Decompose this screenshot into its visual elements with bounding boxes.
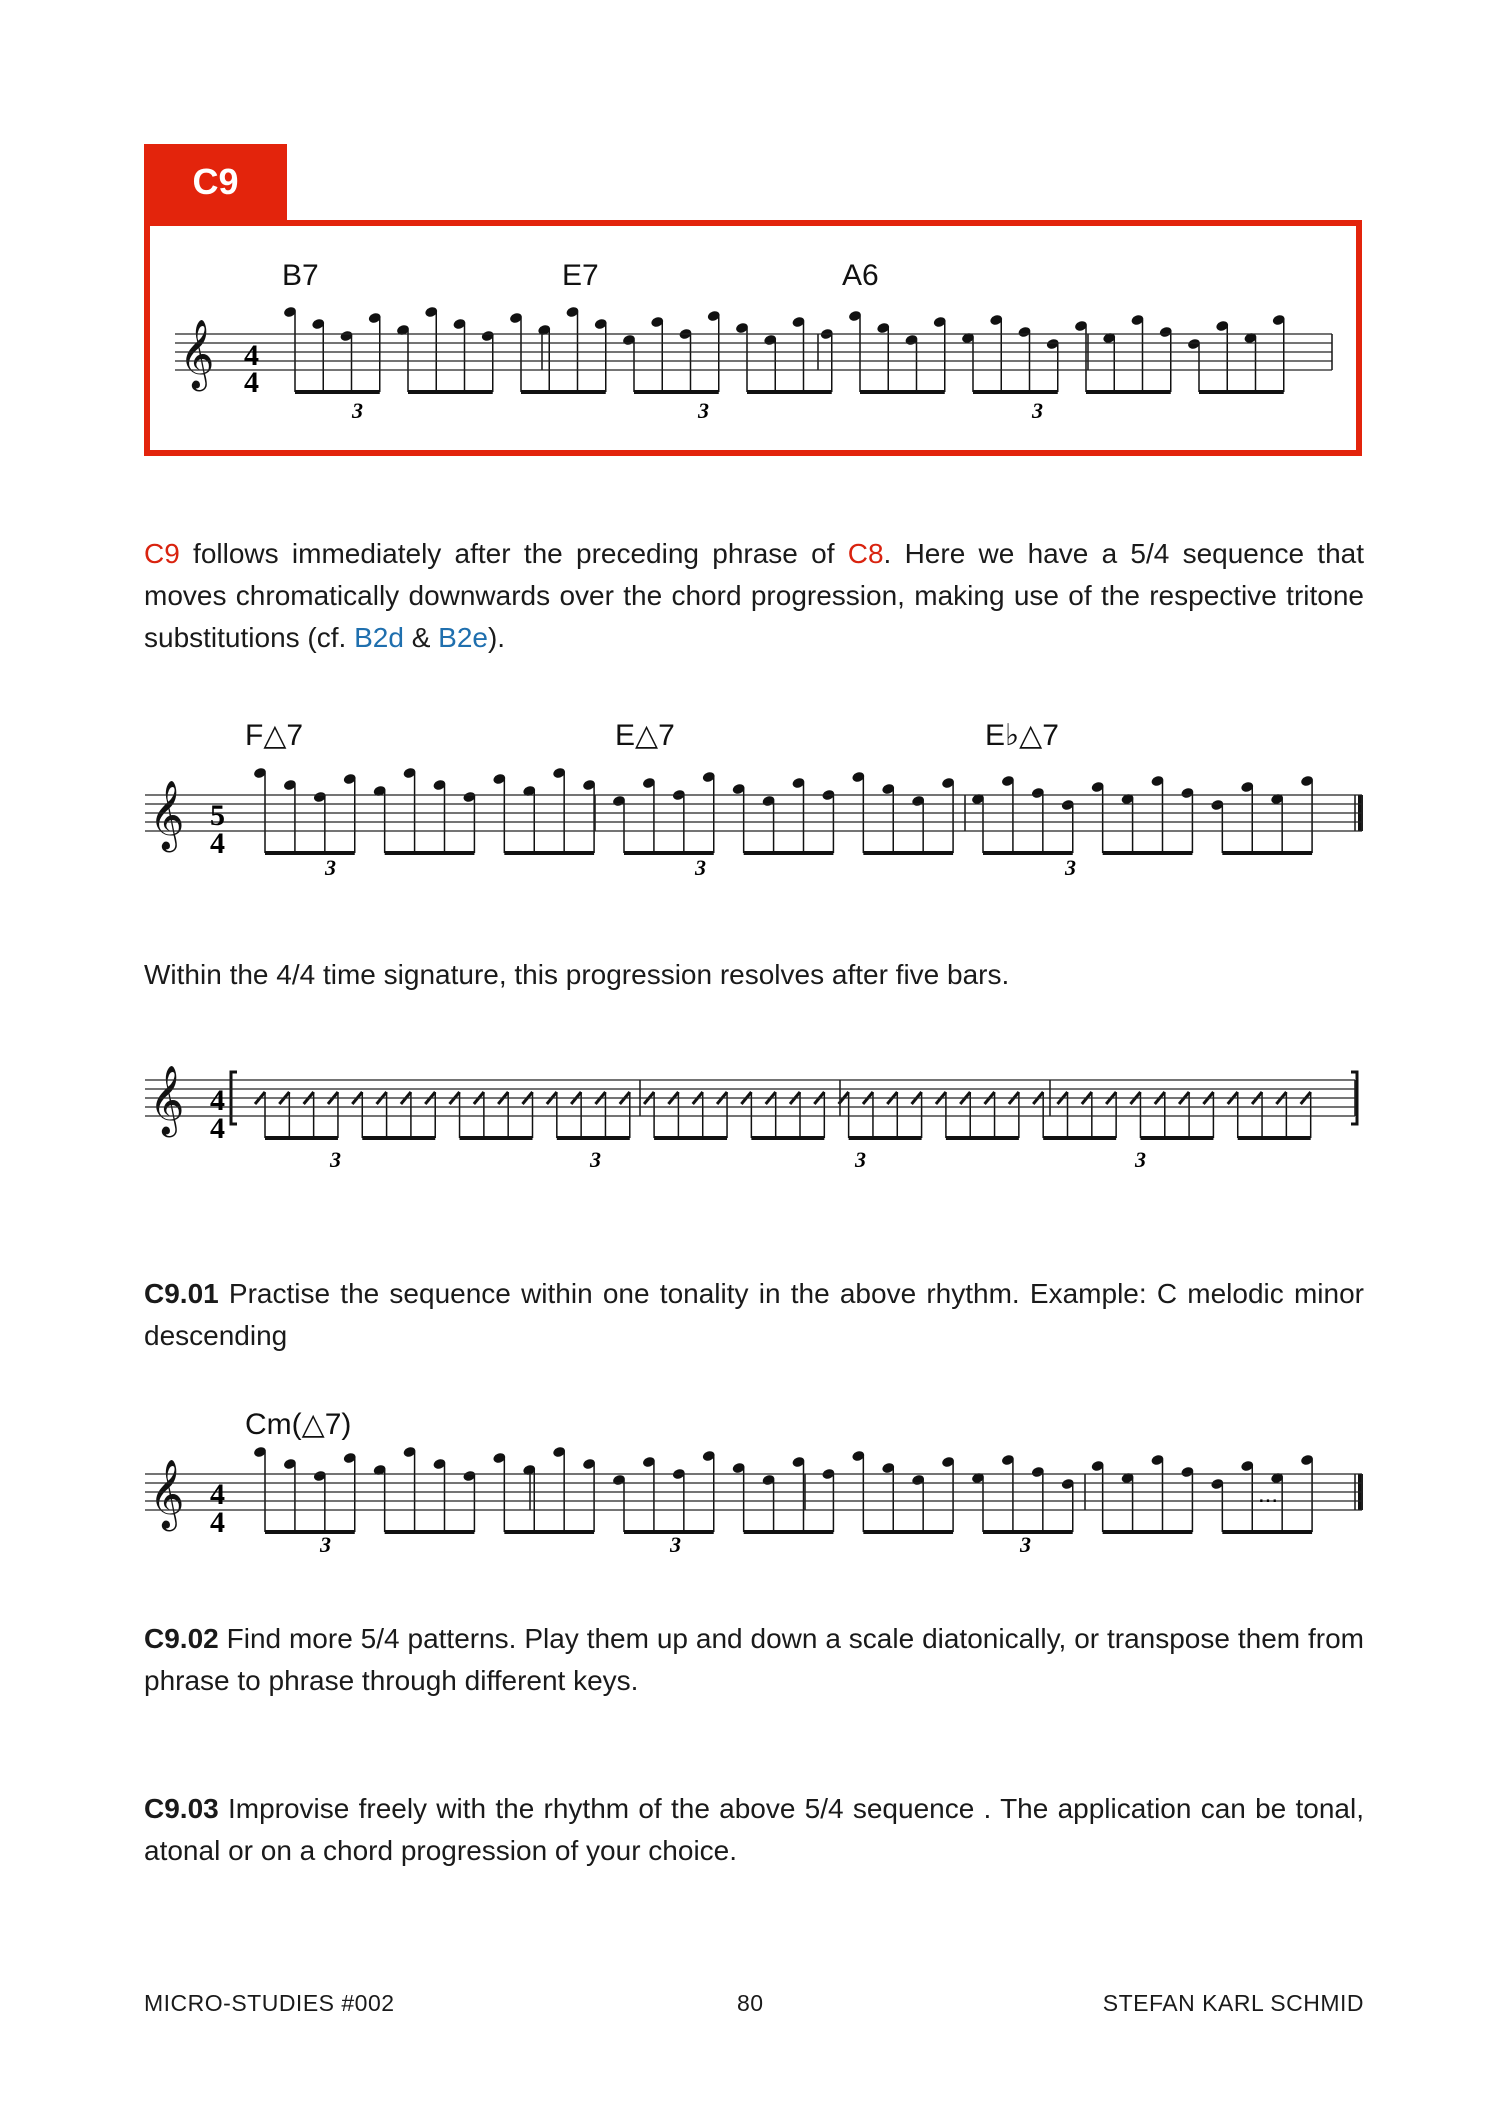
chord-e-maj7: E△7 [615, 719, 675, 752]
tuplet-label: 3 [325, 855, 336, 880]
beam [504, 1530, 594, 1534]
paragraph-text: & [403, 622, 439, 653]
tuplet-label: 3 [1135, 1147, 1146, 1172]
exercise-id: C9.01 [144, 1278, 219, 1309]
beam [634, 390, 719, 394]
ref-c8[interactable]: C8 [847, 538, 884, 569]
ref-b2d[interactable]: B2d [354, 622, 404, 653]
exercise-text: Find more 5/4 patterns. Play them up and down a scale diatonically, or transpose them from phrase to phrase through different keys. [144, 1623, 1364, 1696]
beam [849, 1136, 922, 1140]
beam [265, 1136, 338, 1140]
paragraph-intro [144, 533, 1364, 659]
tuplet-label: 3 [670, 1532, 681, 1557]
beam [1222, 1530, 1312, 1534]
paragraph-text: ). [487, 622, 506, 653]
footer-page-number: 80 [737, 1990, 764, 2016]
beam [973, 390, 1058, 394]
section-tab [144, 144, 287, 220]
beam [1222, 851, 1312, 855]
time-signature-top: 4 [210, 1084, 225, 1117]
exercise-text: Practise the sequence within one tonality in the above rhythm. Example: C melodic minor descending [144, 1278, 1364, 1351]
exercise-id: C9.03 [144, 1793, 219, 1824]
beam [265, 1530, 355, 1534]
time-signature-bottom: 4 [210, 1506, 225, 1539]
beam [744, 1530, 834, 1534]
tuplet-label: 3 [1020, 1532, 1031, 1557]
treble-clef: 𝄞 [149, 780, 185, 850]
beam [863, 1530, 953, 1534]
chord-eb-maj7: E♭△7 [985, 719, 1059, 752]
paragraph-text: follows immediately after the preceding phrase of [179, 538, 848, 569]
time-signature-bottom: 4 [244, 366, 259, 399]
beam [385, 851, 475, 855]
treble-clef: 𝄞 [179, 319, 215, 389]
footer-author: STEFAN KARL SCHMID [1102, 1990, 1364, 2016]
ref-b2e[interactable]: B2e [438, 622, 488, 653]
beam [265, 851, 355, 855]
beam [1103, 1530, 1193, 1534]
section-tab-label: C9 [192, 161, 239, 202]
tuplet-label: 3 [698, 398, 709, 423]
treble-clef: 𝄞 [149, 1065, 185, 1135]
beam [521, 390, 606, 394]
tuplet-label: 3 [855, 1147, 866, 1172]
beam [983, 851, 1073, 855]
beam [1043, 1136, 1116, 1140]
exercise-id: C9.02 [144, 1623, 219, 1654]
chord-b7: B7 [282, 259, 319, 292]
beam [1199, 390, 1284, 394]
staff-main-example [170, 240, 1340, 440]
paragraph-resolution: Within the 4/4 time signature, this progression resolves after five bars. [144, 959, 1010, 990]
beam [385, 1530, 475, 1534]
tuplet-label: 3 [1032, 398, 1043, 423]
exercise-text: Improvise freely with the rhythm of the above 5/4 sequence . The application can be tonal, atonal or on a chord progression of your choice. [144, 1793, 1364, 1866]
beam [863, 851, 953, 855]
beam [460, 1136, 533, 1140]
footer-publication: MICRO-STUDIES #002 [144, 1990, 395, 2016]
beam [1140, 1136, 1213, 1140]
beam [408, 390, 493, 394]
beam [295, 390, 380, 394]
treble-clef: 𝄞 [149, 1459, 185, 1529]
beam [557, 1136, 630, 1140]
time-signature-top: 5 [210, 799, 225, 832]
beam [747, 390, 832, 394]
beam [744, 851, 834, 855]
chord-cm-maj7: Cm(△7) [245, 1408, 352, 1441]
tuplet-label: 3 [590, 1147, 601, 1172]
beam [654, 1136, 727, 1140]
tuplet-label: 3 [330, 1147, 341, 1172]
continuation-dots: ... [1258, 1481, 1279, 1508]
paragraph-text: . Here we have a 5/4 sequence that moves chromatically downwards over the chord progression, making use of the respective tritone substitutions (cf. [144, 538, 1364, 653]
tuplet-label: 3 [695, 855, 706, 880]
tuplet-label: 3 [320, 1532, 331, 1557]
time-signature-bottom: 4 [210, 1112, 225, 1145]
time-signature-top: 4 [244, 339, 259, 372]
tuplet-label: 3 [352, 398, 363, 423]
beam [1238, 1136, 1311, 1140]
exercise-c9-01 [144, 1273, 1364, 1357]
time-signature-top: 4 [210, 1478, 225, 1511]
exercise-c9-03 [144, 1788, 1364, 1872]
ref-c9[interactable]: C9 [144, 538, 180, 569]
chord-f-maj7: F△7 [245, 719, 304, 752]
tuplet-label: 3 [1065, 855, 1076, 880]
staff-melodic-minor [140, 1390, 1370, 1570]
staff-rhythm [140, 1050, 1370, 1180]
time-signature-bottom: 4 [210, 827, 225, 860]
beam [624, 1530, 714, 1534]
beam [860, 390, 945, 394]
beam [1086, 390, 1171, 394]
beam [362, 1136, 435, 1140]
beam [504, 851, 594, 855]
chord-a6: A6 [842, 259, 879, 292]
beam [946, 1136, 1019, 1140]
chord-e7: E7 [562, 259, 599, 292]
exercise-c9-02 [144, 1618, 1364, 1702]
beam [1103, 851, 1193, 855]
staff-five-four-sequence [140, 705, 1370, 885]
beam [751, 1136, 824, 1140]
